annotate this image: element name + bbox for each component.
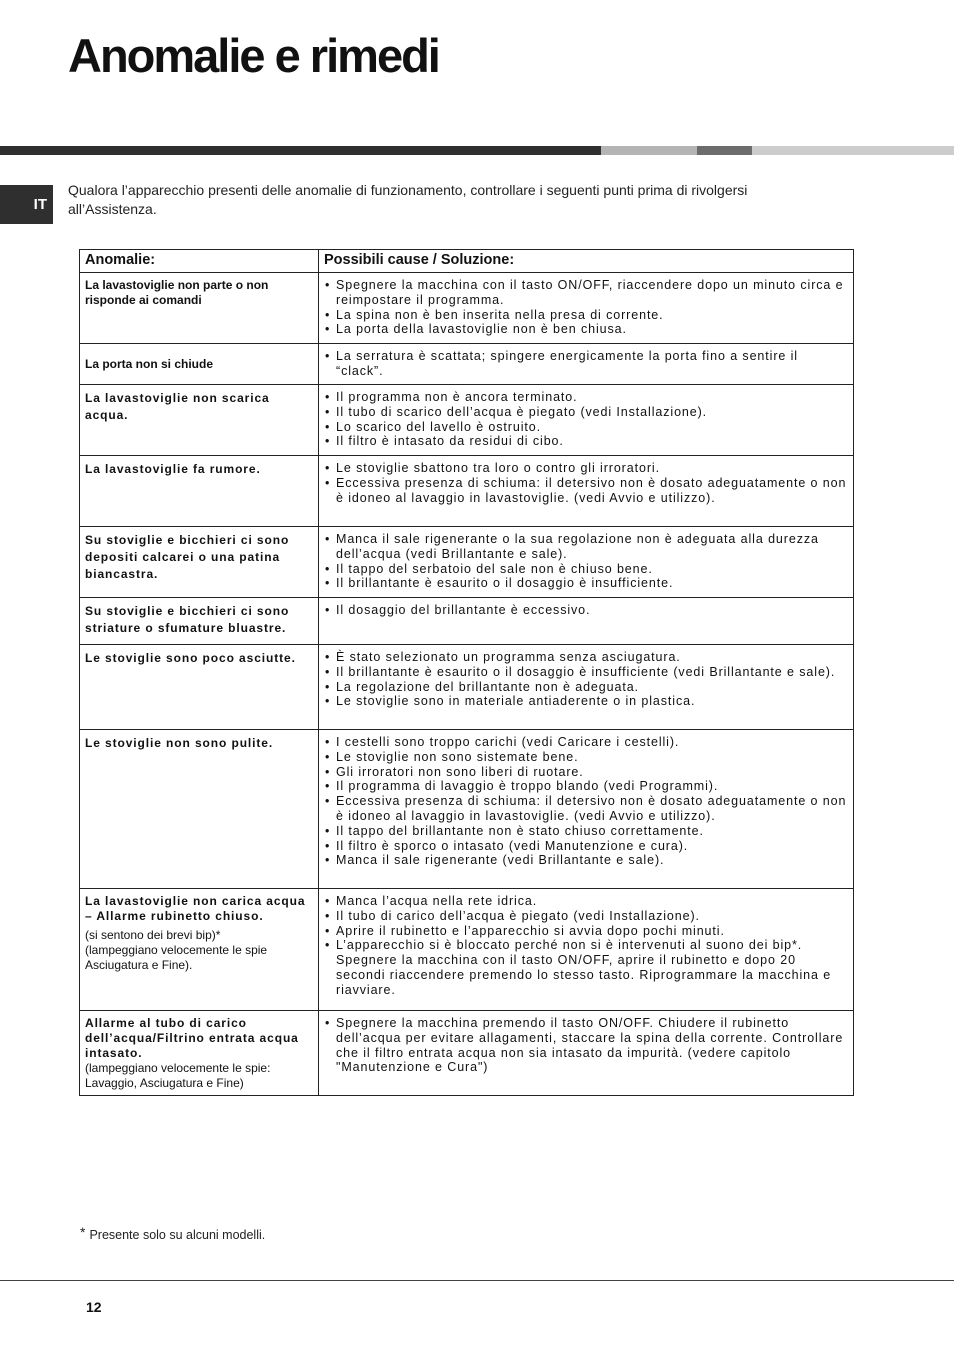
cause-item: • Spegnere la macchina con il tasto ON/OFF, riaccendere dopo un minuto circa e reimpostare il programma. <box>323 278 848 308</box>
anomaly-cell: Su stoviglie e bicchieri ci sono striature o sfumature bluastre. <box>80 598 319 645</box>
anomaly-cell: La porta non si chiude <box>80 344 319 385</box>
cause-item: • La spina non è ben inserita nella presa di corrente. <box>323 308 848 323</box>
title-rule-light-end <box>752 146 954 155</box>
title-rule-light <box>601 146 697 155</box>
causes-cell <box>319 645 854 730</box>
cause-item: • Il brillantante è esaurito o il dosaggio è insufficiente. <box>323 576 848 591</box>
causes-cell <box>319 385 854 456</box>
anomaly-cell <box>80 1011 319 1096</box>
cause-item: • Manca il sale rigenerante (vedi Brillantante e sale). <box>323 853 848 868</box>
cause-item: • Spegnere la macchina premendo il tasto ON/OFF. Chiudere il rubinetto dell’acqua per evitare allagamenti, staccare la spina della corrente. Controllare che il filtro entrata acqua non sia intasato da impurità. (vedere capitolo "Manutenzione e Cura") <box>323 1016 848 1075</box>
cause-item: • Il tubo di carico dell’acqua è piegato (vedi Installazione). <box>323 909 848 924</box>
cause-item: • Il brillantante è esaurito o il dosaggio è insufficiente (vedi Brillantante e sale). <box>323 665 848 680</box>
footnote <box>80 1224 265 1242</box>
causes-cell <box>319 456 854 527</box>
table-row <box>80 344 854 385</box>
cause-item: • È stato selezionato un programma senza asciugatura. <box>323 650 848 665</box>
cause-item: • La porta della lavastoviglie non è ben chiusa. <box>323 322 848 337</box>
footnote-mark: * <box>80 1224 86 1240</box>
cause-item: • Il dosaggio del brillantante è eccessivo. <box>323 603 848 618</box>
cause-item: • Il tappo del brillantante non è stato chiuso correttamente. <box>323 824 848 839</box>
table-row <box>80 456 854 527</box>
table-header-row <box>80 250 854 273</box>
causes-cell <box>319 344 854 385</box>
footer-rule <box>0 1280 954 1281</box>
anomaly-title: La lavastoviglie non carica acqua – Allarme rubinetto chiuso. <box>85 894 306 923</box>
causes-cell <box>319 730 854 889</box>
cause-item: • I cestelli sono troppo carichi (vedi Caricare i cestelli). <box>323 735 848 750</box>
cause-item: • Gli irroratori non sono liberi di ruotare. <box>323 765 848 780</box>
cause-item: • Manca il sale rigenerante o la sua regolazione non è adeguata alla durezza dell’acqua (vedi Brillantante e sale). <box>323 532 848 562</box>
table-row <box>80 273 854 344</box>
table-row <box>80 645 854 730</box>
anomaly-title: Allarme al tubo di carico dell’acqua/Filtrino entrata acqua intasato. <box>85 1016 299 1060</box>
cause-item: • Le stoviglie sono in materiale antiaderente o in plastica. <box>323 694 848 709</box>
anomaly-cell: La lavastoviglie fa rumore. <box>80 456 319 527</box>
anomaly-note: (lampeggiano velocemente le spie Asciugatura e Fine). <box>85 943 268 972</box>
cause-item: • La serratura è scattata; spingere energicamente la porta fino a sentire il “clack”. <box>323 349 848 379</box>
intro-text: Qualora l’apparecchio presenti delle anomalie di funzionamento, controllare i seguenti punti prima di rivolgersi all’Assistenza. <box>68 182 748 217</box>
cause-item: • Le stoviglie non sono sistemate bene. <box>323 750 848 765</box>
title-rule-mid <box>697 146 752 155</box>
title-rule-dark <box>0 146 601 155</box>
cause-item: • Aprire il rubinetto e l’apparecchio si avvia dopo pochi minuti. <box>323 924 848 939</box>
cause-item: • L’apparecchio si è bloccato perché non si è intervenuti al suono dei bip*. Spegnere la macchina con il tasto ON/OFF, aprire il rubinetto e dopo 20 secondi riaccendere premendo lo stesso tasto. Riprogrammare la macchina e riavviare. <box>323 938 848 997</box>
cause-item: • Il programma non è ancora terminato. <box>323 390 848 405</box>
anomaly-cell: La lavastoviglie non parte o non risponde ai comandi <box>80 273 319 344</box>
page-title: Anomalie e rimedi <box>68 29 439 82</box>
cause-item: • Il programma di lavaggio è troppo blando (vedi Programmi). <box>323 779 848 794</box>
anomaly-cell: Le stoviglie sono poco asciutte. <box>80 645 319 730</box>
anomaly-cell <box>80 889 319 1011</box>
anomaly-cell: La lavastoviglie non scarica acqua. <box>80 385 319 456</box>
causes-cell <box>319 889 854 1011</box>
causes-cell <box>319 598 854 645</box>
column-header-causes: Possibili cause / Soluzione: <box>319 250 854 273</box>
cause-item: • Lo scarico del lavello è ostruito. <box>323 420 848 435</box>
causes-cell <box>319 273 854 344</box>
cause-item: • Il tappo del serbatoio del sale non è chiuso bene. <box>323 562 848 577</box>
table-row <box>80 889 854 1011</box>
troubleshooting-table <box>79 249 854 1096</box>
anomaly-cell: Su stoviglie e bicchieri ci sono depositi calcarei o una patina biancastra. <box>80 527 319 598</box>
cause-item: • Le stoviglie sbattono tra loro o contro gli irroratori. <box>323 461 848 476</box>
cause-item: • Manca l’acqua nella rete idrica. <box>323 894 848 909</box>
cause-item: • La regolazione del brillantante non è adeguata. <box>323 680 848 695</box>
language-tab: IT <box>0 185 53 224</box>
table-row <box>80 1011 854 1096</box>
anomaly-note: (lampeggiano velocemente le spie: Lavaggio, Asciugatura e Fine) <box>85 1061 271 1090</box>
cause-item: • Eccessiva presenza di schiuma: il detersivo non è dosato adeguatamente o non è idoneo al lavaggio in lavastoviglie. (vedi Avvio e utilizzo). <box>323 794 848 824</box>
table-row <box>80 527 854 598</box>
column-header-anomalies: Anomalie: <box>80 250 319 273</box>
causes-cell <box>319 527 854 598</box>
table-row <box>80 730 854 889</box>
anomaly-note: (si sentono dei brevi bip)* <box>85 928 221 942</box>
cause-item: • Il tubo di scarico dell’acqua è piegato (vedi Installazione). <box>323 405 848 420</box>
cause-item: • Eccessiva presenza di schiuma: il detersivo non è dosato adeguatamente o non è idoneo al lavaggio in lavastoviglie. (vedi Avvio e utilizzo). <box>323 476 848 506</box>
table-row <box>80 598 854 645</box>
cause-item: • Il filtro è intasato da residui di cibo. <box>323 434 848 449</box>
causes-cell <box>319 1011 854 1096</box>
footnote-text: Presente solo su alcuni modelli. <box>89 1228 266 1242</box>
anomaly-cell: Le stoviglie non sono pulite. <box>80 730 319 889</box>
table-row <box>80 385 854 456</box>
page-number: 12 <box>86 1299 102 1315</box>
cause-item: • Il filtro è sporco o intasato (vedi Manutenzione e cura). <box>323 839 848 854</box>
